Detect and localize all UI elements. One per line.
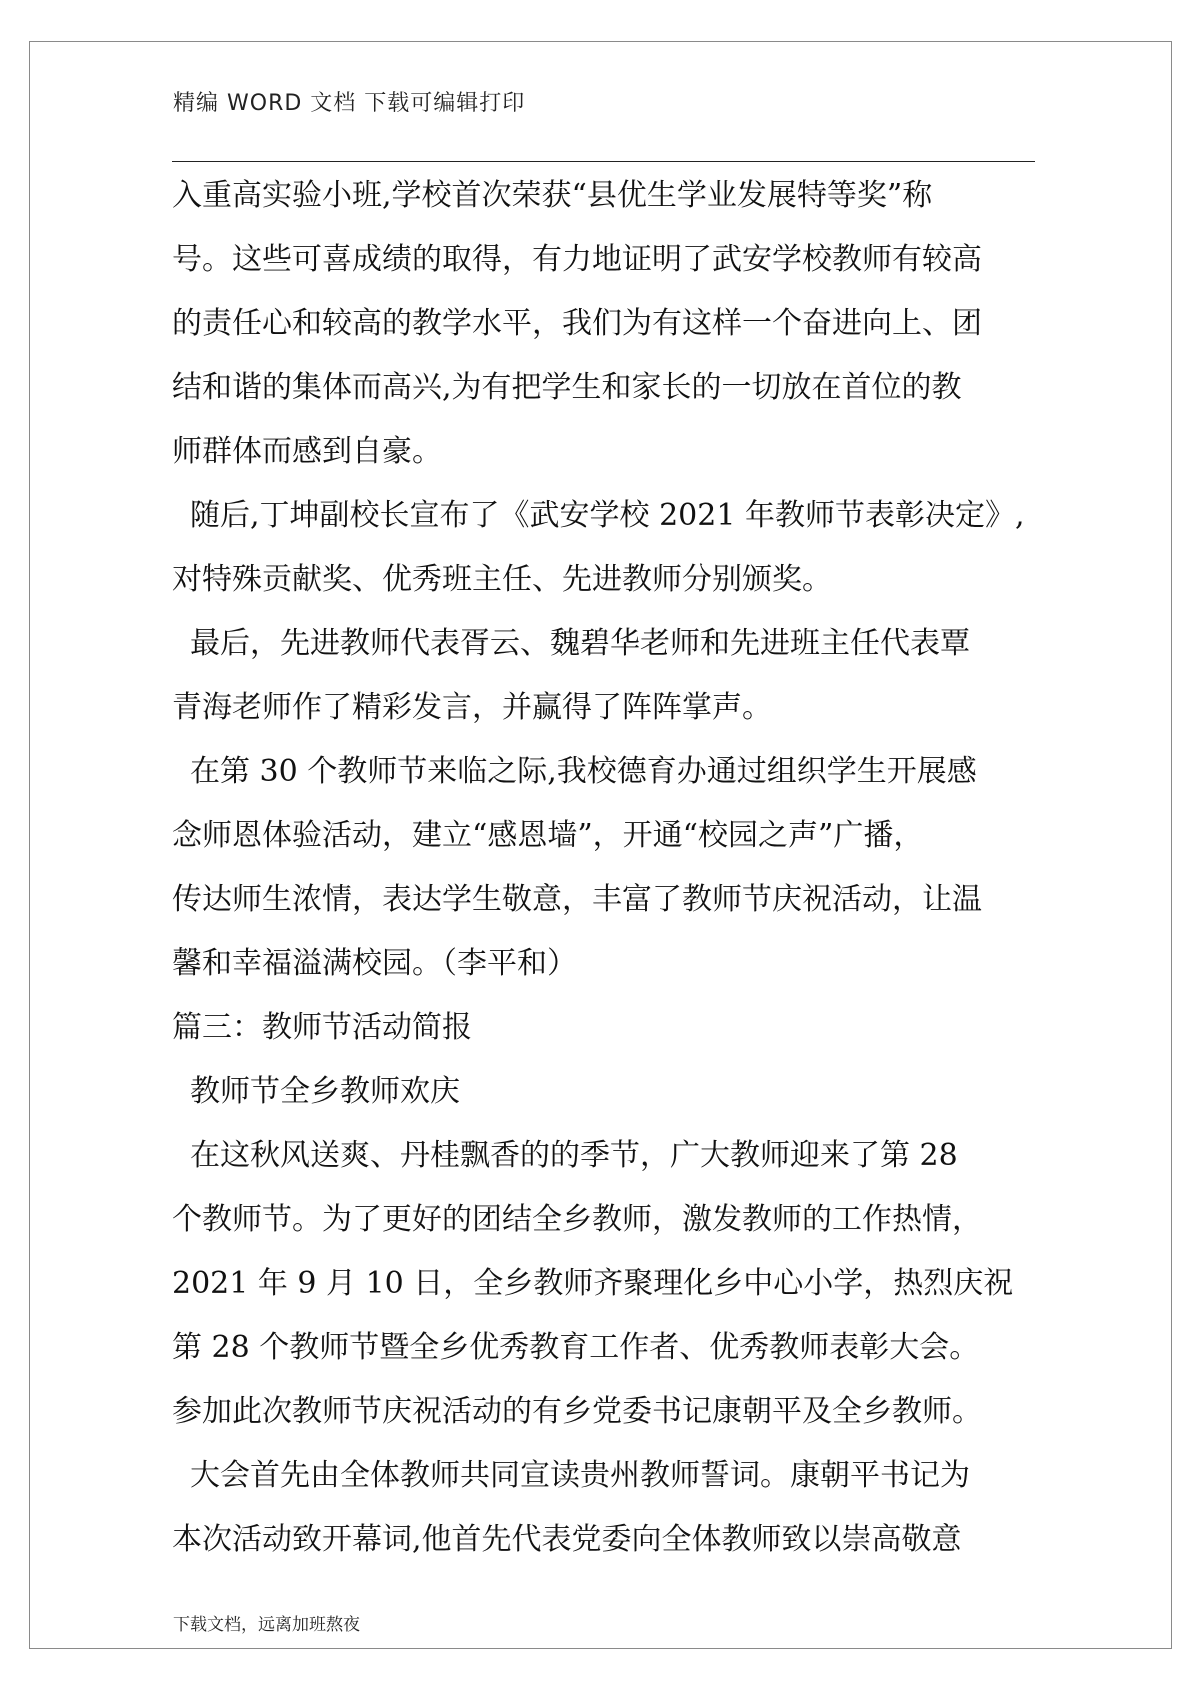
body-line: 对特殊贡献奖、优秀班主任、先进教师分别颁奖。: [172, 562, 832, 597]
body-line: 参加此次教师节庆祝活动的有乡党委书记康朝平及全乡教师。: [172, 1394, 982, 1429]
document-body: [172, 164, 1052, 1572]
body-line: 念师恩体验活动，建立“感恩墙”，开通“校园之声”广播，: [172, 818, 924, 853]
body-line: 在这秋风送爽、丹桂飘香的的季节，广大教师迎来了第 28: [190, 1138, 958, 1173]
body-line: 2021 年 9 月 10 日，全乡教师齐聚理化乡中心小学，热烈庆祝: [172, 1266, 1014, 1301]
body-line: 传达师生浓情，表达学生敬意，丰富了教师节庆祝活动，让温: [172, 882, 982, 917]
page-header: 精编 WORD 文档 下载可编辑打印: [173, 91, 526, 116]
body-line: 号。这些可喜成绩的取得，有力地证明了武安学校教师有较高: [172, 242, 982, 277]
header-divider: [172, 161, 1035, 162]
body-line: 大会首先由全体教师共同宣读贵州教师誓词。康朝平书记为: [190, 1458, 970, 1493]
article-title: 教师节全乡教师欢庆: [190, 1074, 460, 1109]
body-line: 在第 30 个教师节来临之际,我校德育办通过组织学生开展感: [190, 754, 977, 789]
body-line: 入重高实验小班,学校首次荣获“县优生学业发展特等奖”称: [172, 178, 933, 213]
page-footer: 下载文档，远离加班熬夜: [173, 1615, 360, 1635]
body-line: 随后,丁坤副校长宣布了《武安学校 2021 年教师节表彰决定》,: [190, 498, 1025, 533]
body-line: 本次活动致开幕词,他首先代表党委向全体教师致以崇高敬意: [172, 1522, 962, 1557]
body-line: 最后，先进教师代表胥云、魏碧华老师和先进班主任代表覃: [190, 626, 970, 661]
body-line: 青海老师作了精彩发言，并赢得了阵阵掌声。: [172, 690, 772, 725]
body-line: 个教师节。为了更好的团结全乡教师，激发教师的工作热情，: [172, 1202, 982, 1237]
section-heading: 篇三：教师节活动简报: [172, 1010, 472, 1045]
body-line: 馨和幸福溢满校园。（李平和）: [172, 946, 577, 981]
body-line: 的责任心和较高的教学水平，我们为有这样一个奋进向上、团: [172, 306, 982, 341]
body-line: 第 28 个教师节暨全乡优秀教育工作者、优秀教师表彰大会。: [172, 1330, 980, 1365]
body-line: 结和谐的集体而高兴,为有把学生和家长的一切放在首位的教: [172, 370, 962, 405]
body-line: 师群体而感到自豪。: [172, 434, 442, 469]
